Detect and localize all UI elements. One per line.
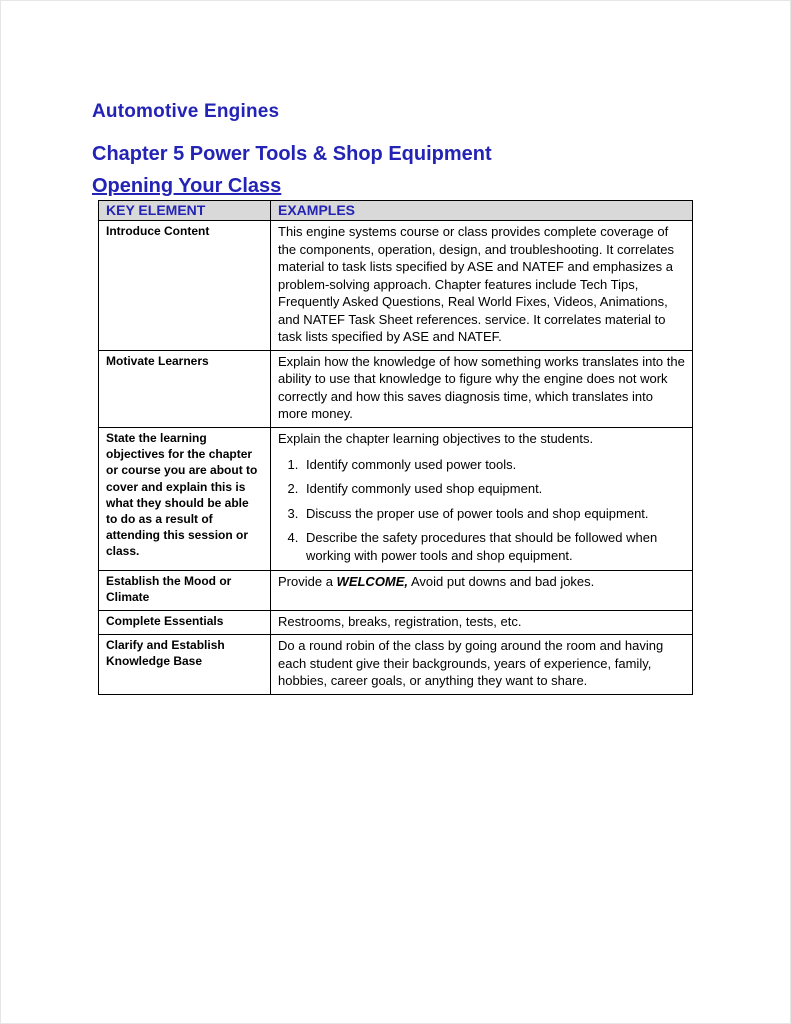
key-cell: State the learning objectives for the chapter or course you are about to cover and explain this is what they should be able to do as a result of attending this session or class. bbox=[99, 428, 271, 571]
key-cell: Motivate Learners bbox=[99, 350, 271, 427]
key-cell: Clarify and Establish Knowledge Base bbox=[99, 635, 271, 695]
example-text-emphasis: WELCOME, bbox=[336, 574, 409, 590]
section-title: Opening Your Class bbox=[92, 175, 282, 197]
example-text bbox=[278, 573, 685, 591]
table-row-introduce-content bbox=[99, 221, 693, 351]
document-body bbox=[1, 1, 790, 695]
key-cell: Complete Essentials bbox=[99, 610, 271, 635]
example-cell bbox=[271, 221, 693, 351]
example-cell bbox=[271, 571, 693, 610]
example-intro-text: Explain the chapter learning objectives to the students. bbox=[278, 431, 594, 447]
objective-item: 2. Identify commonly used shop equipment. bbox=[302, 480, 685, 498]
key-element-table bbox=[98, 200, 693, 695]
objective-item: 3. Discuss the proper use of power tools and shop equipment. bbox=[302, 505, 685, 523]
table-row-clarify-knowledge-base bbox=[99, 635, 693, 695]
example-text: Do a round robin of the class by going around the room and having each student give their backgrounds, years of experience, family, hobbies, career goals, or anything they want to share. bbox=[278, 638, 664, 689]
chapter-title: Chapter 5 Power Tools & Shop Equipment bbox=[92, 143, 492, 165]
example-text-prefix: Provide a bbox=[278, 574, 337, 590]
example-cell bbox=[271, 428, 693, 571]
objective-item: 1. Identify commonly used power tools. bbox=[302, 456, 685, 474]
objective-item: 4. Describe the safety procedures that should be followed when working with power tools and shop equipment. bbox=[302, 529, 685, 564]
table-header-row bbox=[99, 201, 693, 221]
example-text: Restrooms, breaks, registration, tests, etc. bbox=[278, 613, 522, 629]
example-text: Explain how the knowledge of how something works translates into the ability to use that knowledge to figure why the engine does not work correctly and how this saves diagnosis time, which translates into more money. bbox=[278, 353, 685, 422]
example-cell bbox=[271, 610, 693, 635]
example-cell bbox=[271, 635, 693, 695]
example-cell bbox=[271, 350, 693, 427]
example-text-suffix: Avoid put downs and bad jokes. bbox=[408, 574, 595, 590]
table-row-learning-objectives bbox=[99, 428, 693, 571]
objectives-list bbox=[278, 456, 685, 565]
table-header-examples: EXAMPLES bbox=[271, 201, 693, 221]
table-header-key-element: KEY ELEMENT bbox=[99, 201, 271, 221]
page-title: Automotive Engines bbox=[92, 101, 280, 122]
key-cell: Establish the Mood or Climate bbox=[99, 571, 271, 610]
table-row-motivate-learners bbox=[99, 350, 693, 427]
example-text: This engine systems course or class provides complete coverage of the components, operation, design, and troubleshooting. It correlates material to task lists specified by ASE and NATEF and emphasizes a problem-solving approach. Chapter features include Tech Tips, Frequently Asked Questions, Real World Fixes, Videos, Animations, and NATEF Task Sheet references. service. It correlates material to task lists specified by ASE and NATEF. bbox=[278, 224, 675, 345]
table-row-establish-mood bbox=[99, 571, 693, 610]
table-row-complete-essentials bbox=[99, 610, 693, 635]
key-cell: Introduce Content bbox=[99, 221, 271, 351]
